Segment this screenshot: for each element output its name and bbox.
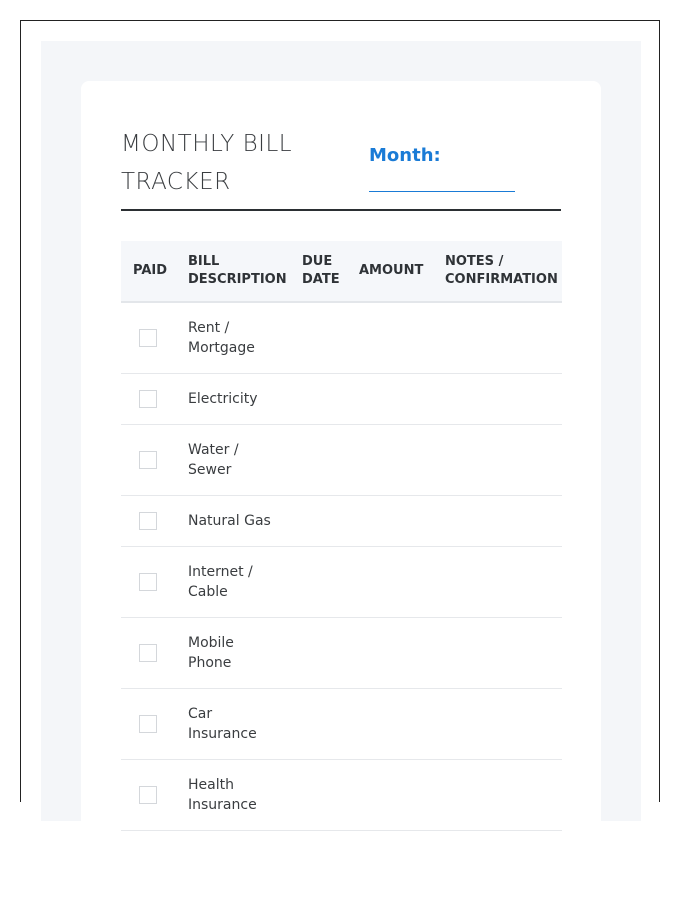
col-header-notes-line2: CONFIRMATION [445, 272, 558, 287]
bill-description [176, 633, 290, 673]
paid-checkbox[interactable] [139, 786, 157, 804]
bill-description-line1: Water / [188, 442, 239, 458]
col-header-notes [433, 253, 562, 289]
table-row [121, 618, 562, 689]
table-row [121, 547, 562, 618]
month-label: Month: [369, 145, 441, 166]
page-backdrop [41, 41, 641, 821]
col-header-notes-line1: NOTES / [445, 254, 504, 269]
bill-description [176, 318, 290, 358]
bill-description-line1: Rent / [188, 320, 230, 336]
col-header-amount [347, 262, 433, 280]
month-input-line[interactable] [369, 191, 515, 192]
col-header-amount-label: AMOUNT [359, 263, 424, 278]
bill-description-line2: Sewer [188, 462, 232, 478]
paid-checkbox[interactable] [139, 573, 157, 591]
bill-description-line2: Cable [188, 584, 228, 600]
bill-description-line2: Mortgage [188, 340, 255, 356]
paid-checkbox[interactable] [139, 390, 157, 408]
bill-description [176, 562, 290, 602]
bill-description [176, 440, 290, 480]
col-header-due-line2: DATE [302, 272, 340, 287]
bill-description-line2: Insurance [188, 726, 257, 742]
col-header-description [176, 253, 290, 289]
tracker-header [121, 121, 561, 211]
col-header-paid-label: PAID [133, 263, 168, 278]
bill-table [121, 241, 562, 831]
page-frame [20, 20, 660, 813]
page-title: MONTHLY BILL TRACKER [121, 131, 293, 195]
col-header-due-line1: DUE [302, 254, 333, 269]
table-row [121, 760, 562, 831]
col-header-description-line1: BILL [188, 254, 220, 269]
table-row [121, 496, 562, 547]
bill-description [176, 389, 290, 409]
bill-description-line1: Health [188, 777, 234, 793]
table-row [121, 374, 562, 425]
col-header-due-date [290, 253, 347, 289]
bill-description-line1: Electricity [188, 391, 258, 407]
table-header [121, 241, 562, 303]
bill-description-line1: Mobile [188, 635, 234, 651]
bill-description-line2: Insurance [188, 797, 257, 813]
bill-description [176, 775, 290, 815]
tracker-card [81, 81, 601, 841]
paid-checkbox[interactable] [139, 329, 157, 347]
bill-description-line1: Natural Gas [188, 513, 271, 529]
paid-checkbox[interactable] [139, 715, 157, 733]
col-header-description-line2: DESCRIPTION [188, 272, 287, 287]
bill-description [176, 511, 290, 531]
table-row [121, 689, 562, 760]
col-header-paid [121, 262, 176, 280]
paid-checkbox[interactable] [139, 644, 157, 662]
bill-description-line1: Internet / [188, 564, 253, 580]
bill-description [176, 704, 290, 744]
table-row [121, 303, 562, 374]
bill-description-line1: Car [188, 706, 213, 722]
paid-checkbox[interactable] [139, 512, 157, 530]
paid-checkbox[interactable] [139, 451, 157, 469]
bill-description-line2: Phone [188, 655, 232, 671]
table-row [121, 425, 562, 496]
